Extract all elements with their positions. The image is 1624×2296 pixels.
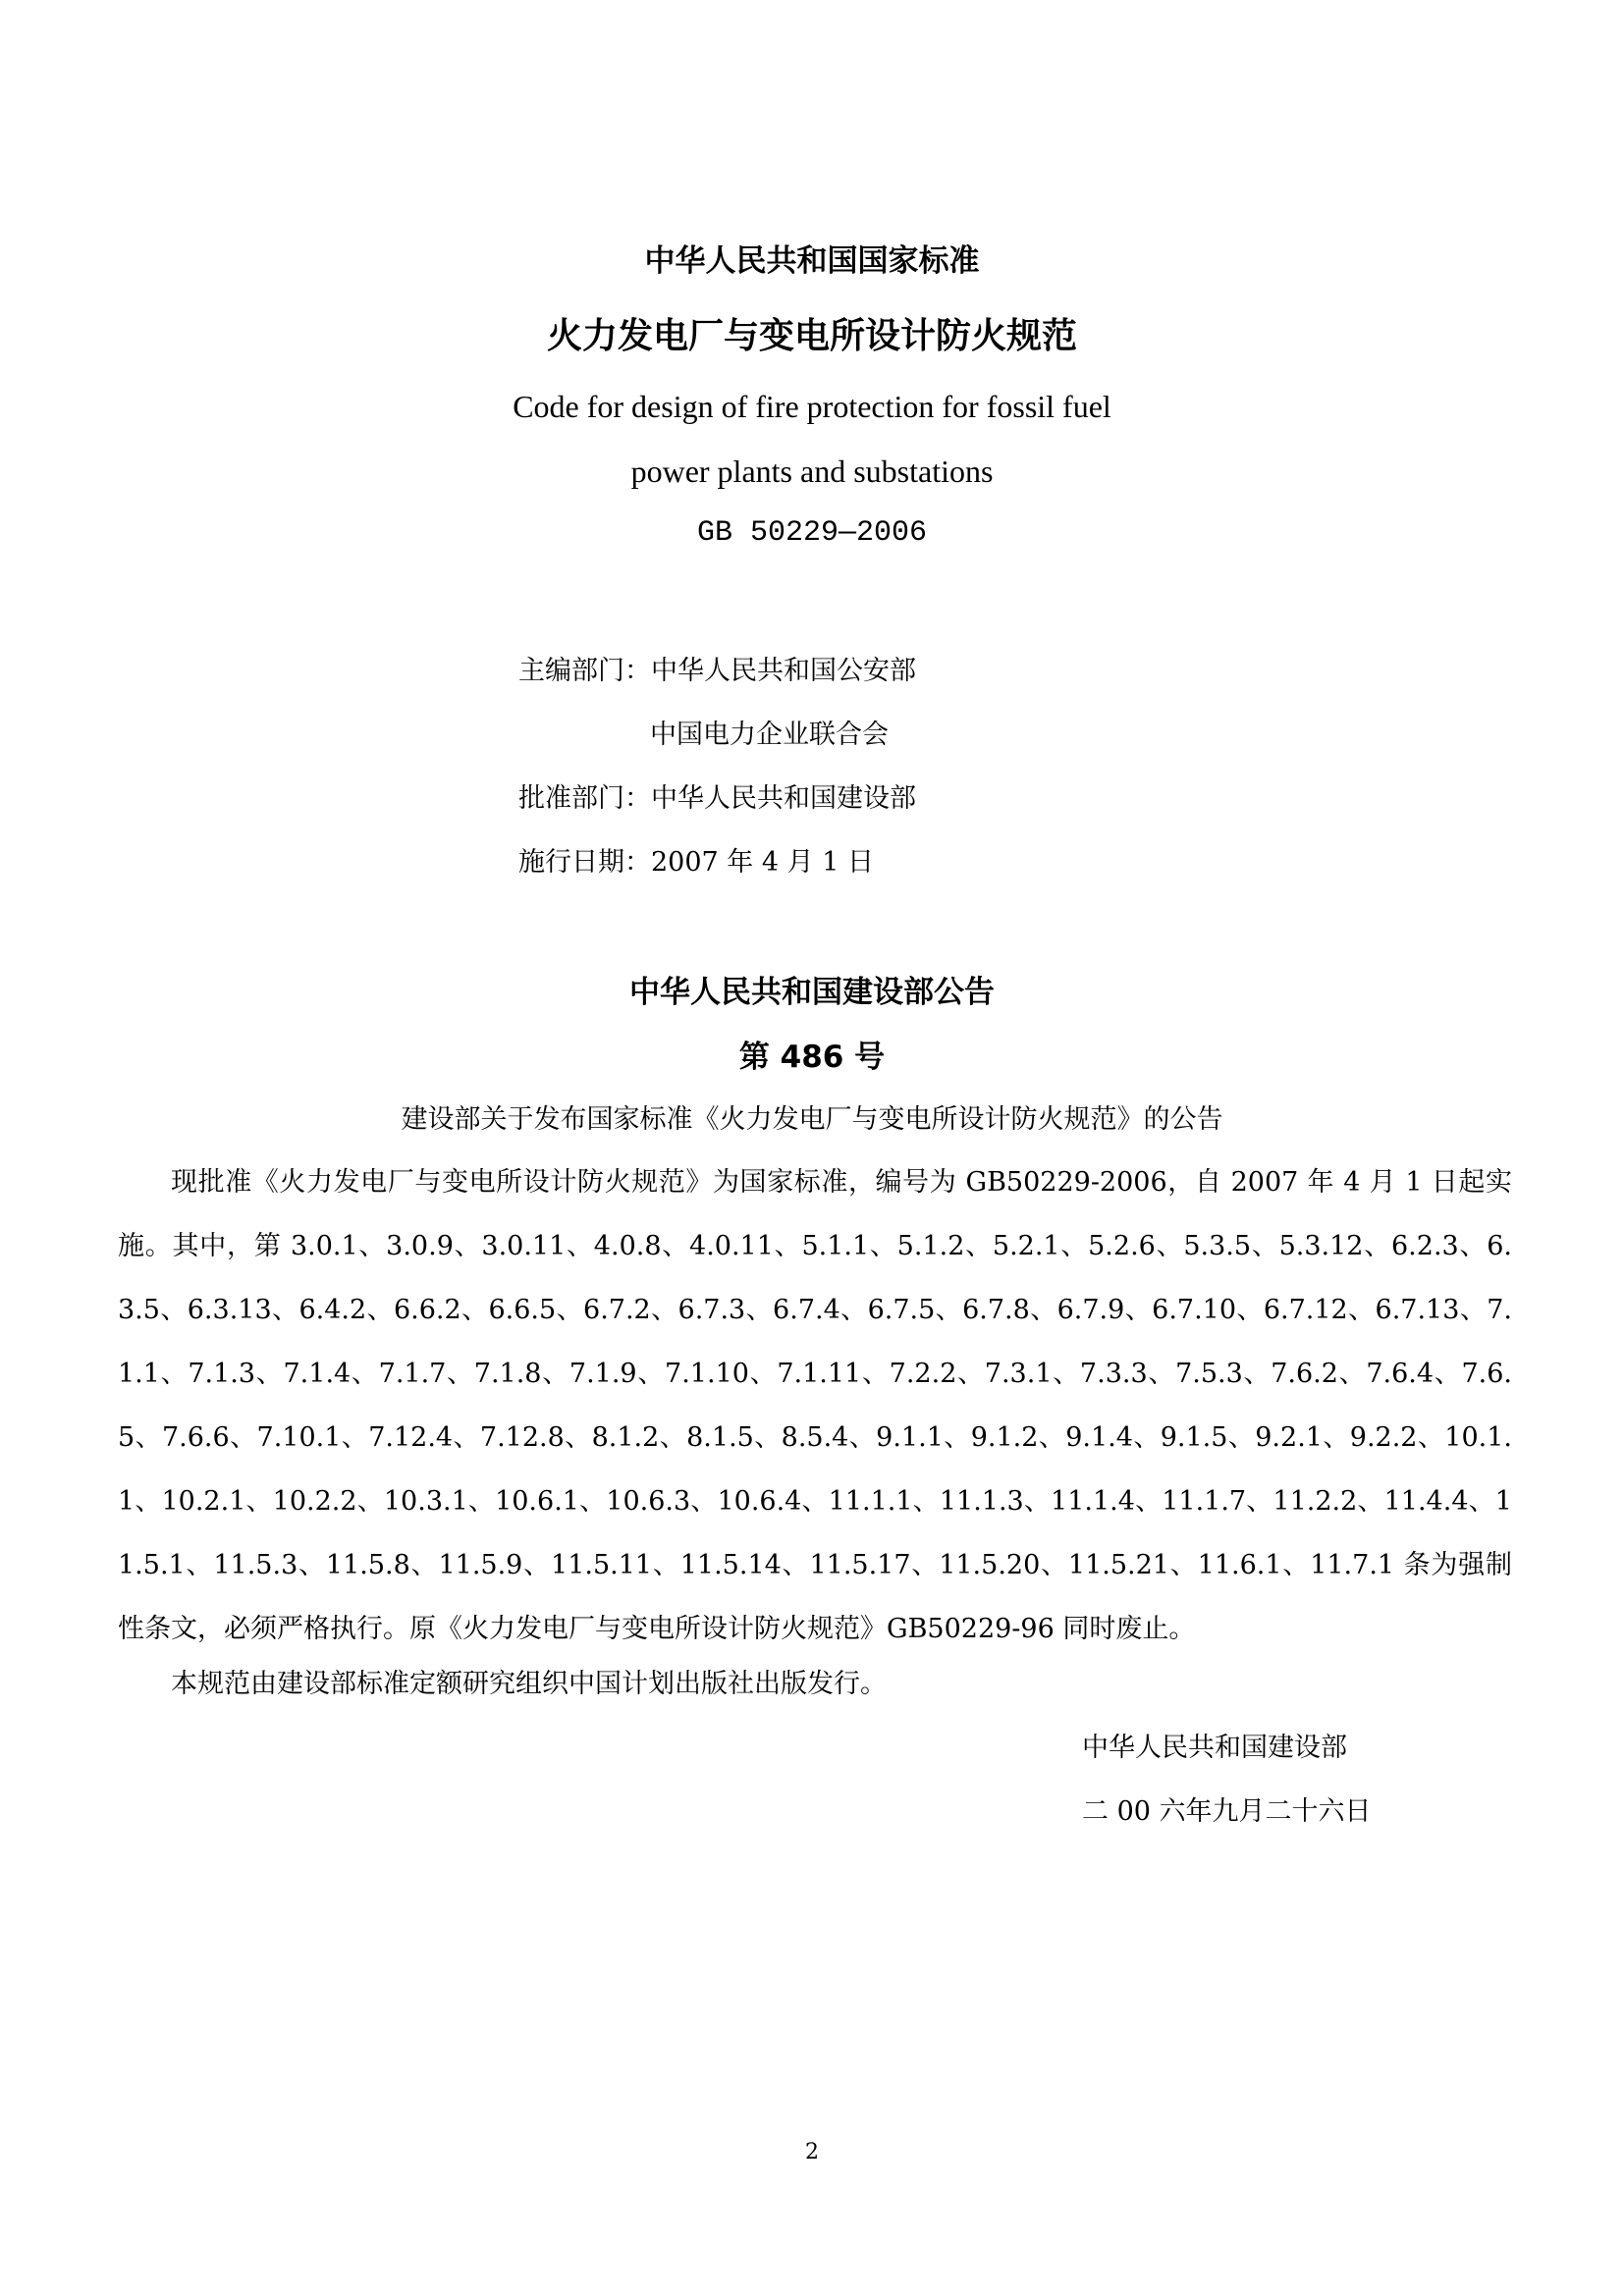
standard-code: GB 50229—2006 — [696, 516, 928, 550]
standard-type-heading: 中华人民共和国国家标准 — [644, 243, 980, 279]
effective-date: 施行日期：2007 年 4 月 1 日 — [518, 847, 874, 878]
chief-editor-department: 主编部门：中华人民共和国公安部 — [518, 656, 916, 686]
notice-title: 中华人民共和国建设部公告 — [629, 975, 995, 1010]
notice-body-paragraph: 现批准《火力发电厂与变电所设计防火规范》为国家标准，编号为 GB50229-2006，自 2007 年 4 月 1 日起实施。其中，第 3.0.1、3.0.9、3.0.11、4.0.8、4.0.11、5.1.1、5.1.2、5.2.1、5.2.6、5.3.5、5.3.12、6.2.3、6.3.5、6.3.13、6.4.2、6.6.2、6.6.5、6.7.2、6.7.3、6.7.4、6.7.5、6.7.8、6.7.9、6.7.10、6.7.12、6.7.13、7.1.1、7.1.3、7.1.4、7.1.7、7.1.8、7.1.9、7.1.10、7.1.11、7.2.2、7.3.1、7.3.3、7.5.3、7.6.2、7.6.4、7.6.5、7.6.6、7.10.1、7.12.4、7.12.8、8.1.2、8.1.5、8.5.4、9.1.1、9.1.2、9.1.4、9.1.5、9.2.1、9.2.2、10.1.1、10.2.1、10.2.2、10.3.1、10.6.1、10.6.3、10.6.4、11.1.1、11.1.3、11.1.4、11.1.7、11.2.2、11.4.4、11.5.1、11.5.3、11.5.8、11.5.9、11.5.11、11.5.14、11.5.17、11.5.20、11.5.21、11.6.1、11.7.1 条为强制性条文，必须严格执行。原《火力发电厂与变电所设计防火规范》GB50229-96 同时废止。 — [118, 1167, 1512, 1644]
publisher-paragraph: 本规范由建设部标准定额研究组织中国计划出版社出版发行。 — [171, 1669, 887, 1699]
document-title: 火力发电厂与变电所设计防火规范 — [546, 316, 1077, 356]
chief-editor-department-second: 中国电力企业联合会 — [650, 720, 889, 750]
approving-department: 批准部门：中华人民共和国建设部 — [518, 783, 916, 814]
english-title-line-1: Code for design of fire protection for fossil fuel — [513, 389, 1111, 424]
page-number: 2 — [805, 2140, 819, 2164]
notice-number: 第 486 号 — [738, 1040, 886, 1075]
signer-organization: 中华人民共和国建设部 — [1082, 1733, 1347, 1763]
notice-subject: 建设部关于发布国家标准《火力发电厂与变电所设计防火规范》的公告 — [401, 1104, 1223, 1135]
signing-date: 二 00 六年九月二十六日 — [1082, 1796, 1372, 1827]
english-title-line-2: power plants and substations — [630, 454, 994, 489]
